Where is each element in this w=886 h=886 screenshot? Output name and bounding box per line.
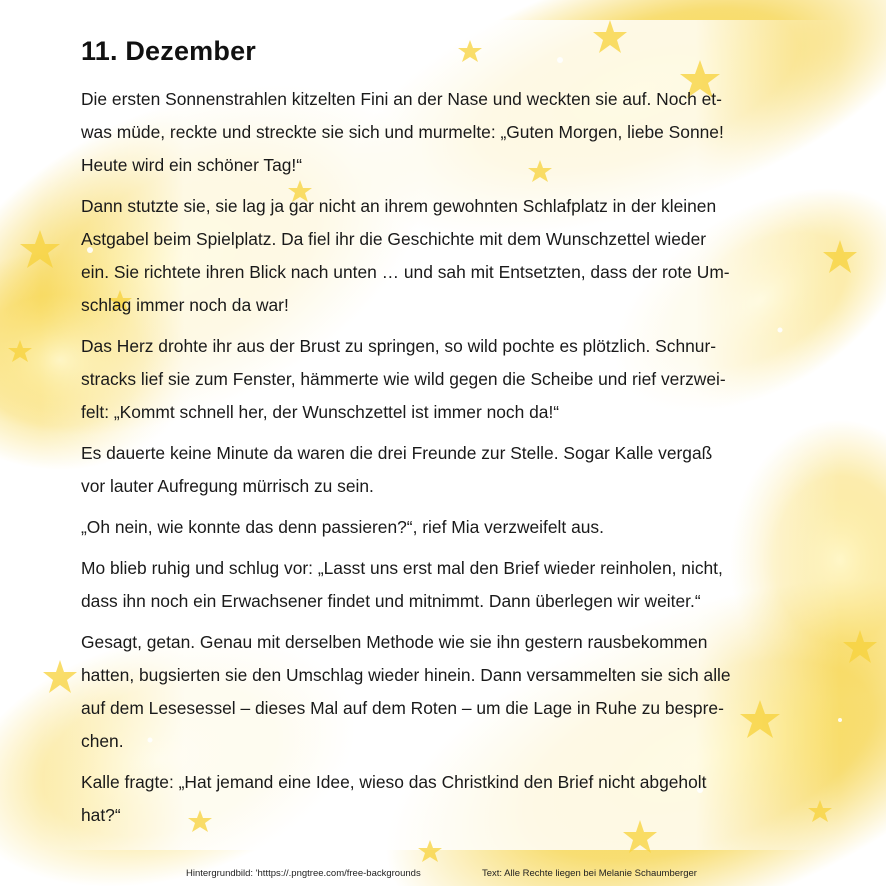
footer [0, 868, 886, 882]
paragraph: Die ersten Sonnenstrahlen kitzelten Fini an der Nase und weckten sie auf. Noch et- was müde, reckte und streckte sie sich und murmelte: „Guten Morgen, liebe Sonne! Heute wird ein schöner Tag!“ [81, 89, 724, 175]
paragraph: Mo blieb ruhig und schlug vor: „Lasst uns erst mal den Brief wieder reinholen, nicht, dass ihn noch ein Erwachsener findet und mitnimmt. Dann überlegen wir weiter.“ [81, 558, 723, 611]
background-credit: Hintergrundbild: 'htttps://.pngtree.com/free-backgrounds [186, 868, 421, 879]
page-title: 11. Dezember [81, 36, 256, 66]
paragraph: Dann stutzte sie, sie lag ja gar nicht an ihrem gewohnten Schlafplatz in der kleinen Astgabel beim Spielplatz. Da fiel ihr die Geschichte mit dem Wunschzettel wieder ein. Sie richtete ihren Blick nach unten … und sah mit Entsetzten, dass der rote Um- schlag immer noch da war! [81, 196, 730, 315]
paragraph: Es dauerte keine Minute da waren die drei Freunde zur Stelle. Sogar Kalle vergaß vor lauter Aufregung mürrisch zu sein. [81, 443, 713, 496]
paragraph: „Oh nein, wie konnte das denn passieren?“, rief Mia verzweifelt aus. [81, 517, 604, 537]
paragraph: Kalle fragte: „Hat jemand eine Idee, wieso das Christkind den Brief nicht abgeholt hat?“ [81, 772, 707, 825]
paragraph: Das Herz drohte ihr aus der Brust zu springen, so wild pochte es plötzlich. Schnur- stracks lief sie zum Fenster, hämmerte wie wild gegen die Scheibe und rief verzwei- felt: „Kommt schnell her, der Wunschzettel ist immer noch da!“ [81, 336, 726, 422]
story-page [81, 36, 801, 840]
text-credit: Text: Alle Rechte liegen bei Melanie Schaumberger [482, 868, 697, 879]
paragraph: Gesagt, getan. Genau mit derselben Methode wie sie ihn gestern rausbekommen hatten, bugsierten sie den Umschlag wieder hinein. Dann versammelten sie sich alle auf dem Lesesessel – dieses Mal auf dem Roten – um die Lage in Ruhe zu bespre- chen. [81, 632, 731, 751]
